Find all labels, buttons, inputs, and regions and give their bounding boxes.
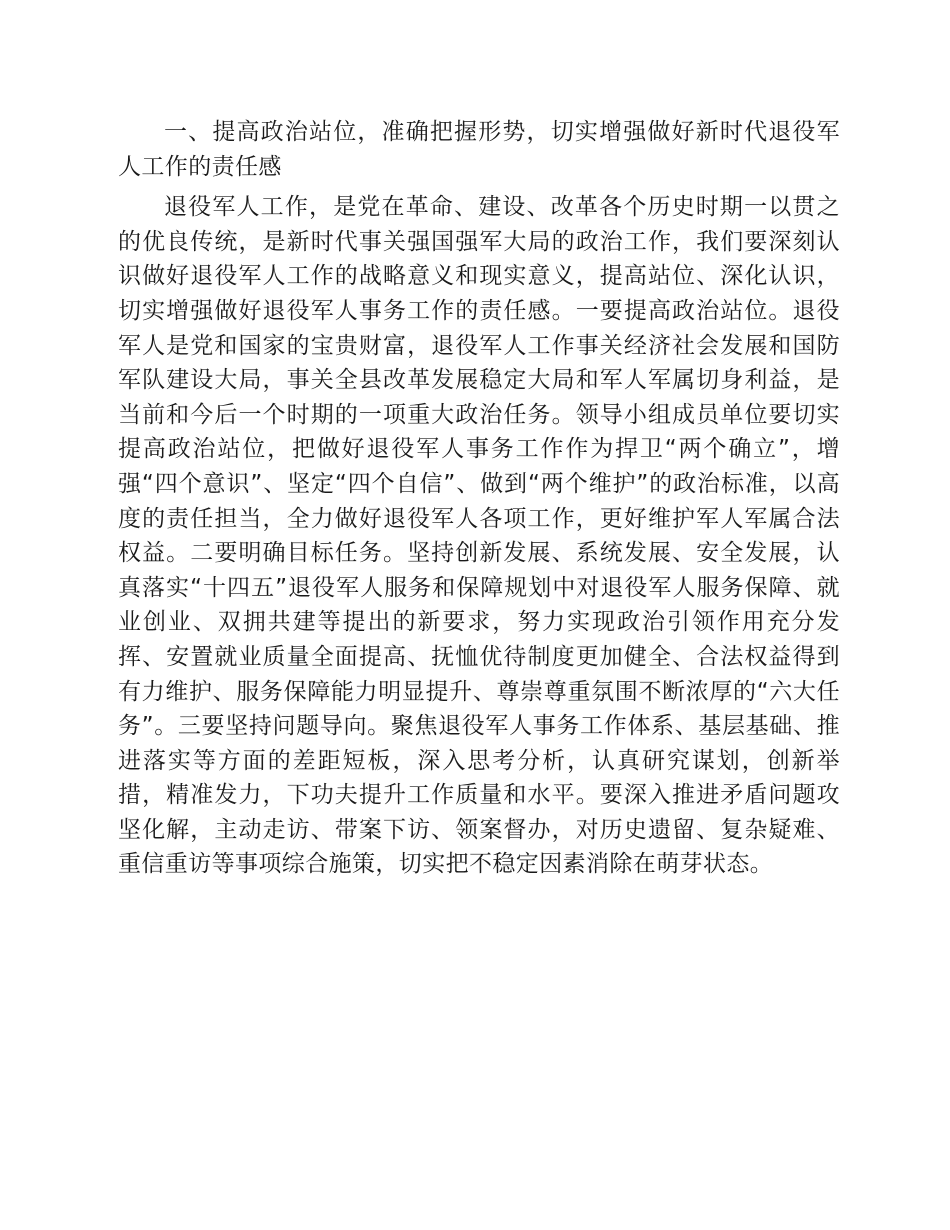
section-heading: 一、提高政治站位，准确把握形势，切实增强做好新时代退役军人工作的责任感 (118, 119, 840, 180)
document-body (118, 115, 840, 882)
body-paragraph: 退役军人工作，是党在革命、建设、改革各个历史时期一以贯之的优良传统，是新时代事关强国强军大局的政治工作，我们要深刻认识做好退役军人工作的战略意义和现实意义，提高站位、深化认识，切实增强做好退役军人事务工作的责任感。一要提高政治站位。退役军人是党和国家的宝贵财富，退役军人工作事关经济社会发展和国防军队建设大局，事关全县改革发展稳定大局和军人军属切身利益，是当前和今后一个时期的一项重大政治任务。领导小组成员单位要切实提高政治站位，把做好退役军人事务工作作为捍卫“两个确立”，增强“四个意识”、坚定“四个自信”、做到“两个维护”的政治标准，以高度的责任担当，全力做好退役军人各项工作，更好维护军人军属合法权益。二要明确目标任务。坚持创新发展、系统发展、安全发展，认真落实“十四五”退役军人服务和保障规划中对退役军人服务保障、就业创业、双拥共建等提出的新要求，努力实现政治引领作用充分发挥、安置就业质量全面提高、抚恤优待制度更加健全、合法权益得到有力维护、服务保障能力明显提升、尊崇尊重氛围不断浓厚的“六大任务”。三要坚持问题导向。聚焦退役军人事务工作体系、基层基础、推进落实等方面的差距短板，深入思考分析，认真研究谋划，创新举措，精准发力，下功夫提升工作质量和水平。要深入推进矛盾问题攻坚化解，主动走访、带案下访、领案督办，对历史遗留、复杂疑难、重信重访等事项综合施策，切实把不稳定因素消除在萌芽状态。 (118, 194, 840, 878)
